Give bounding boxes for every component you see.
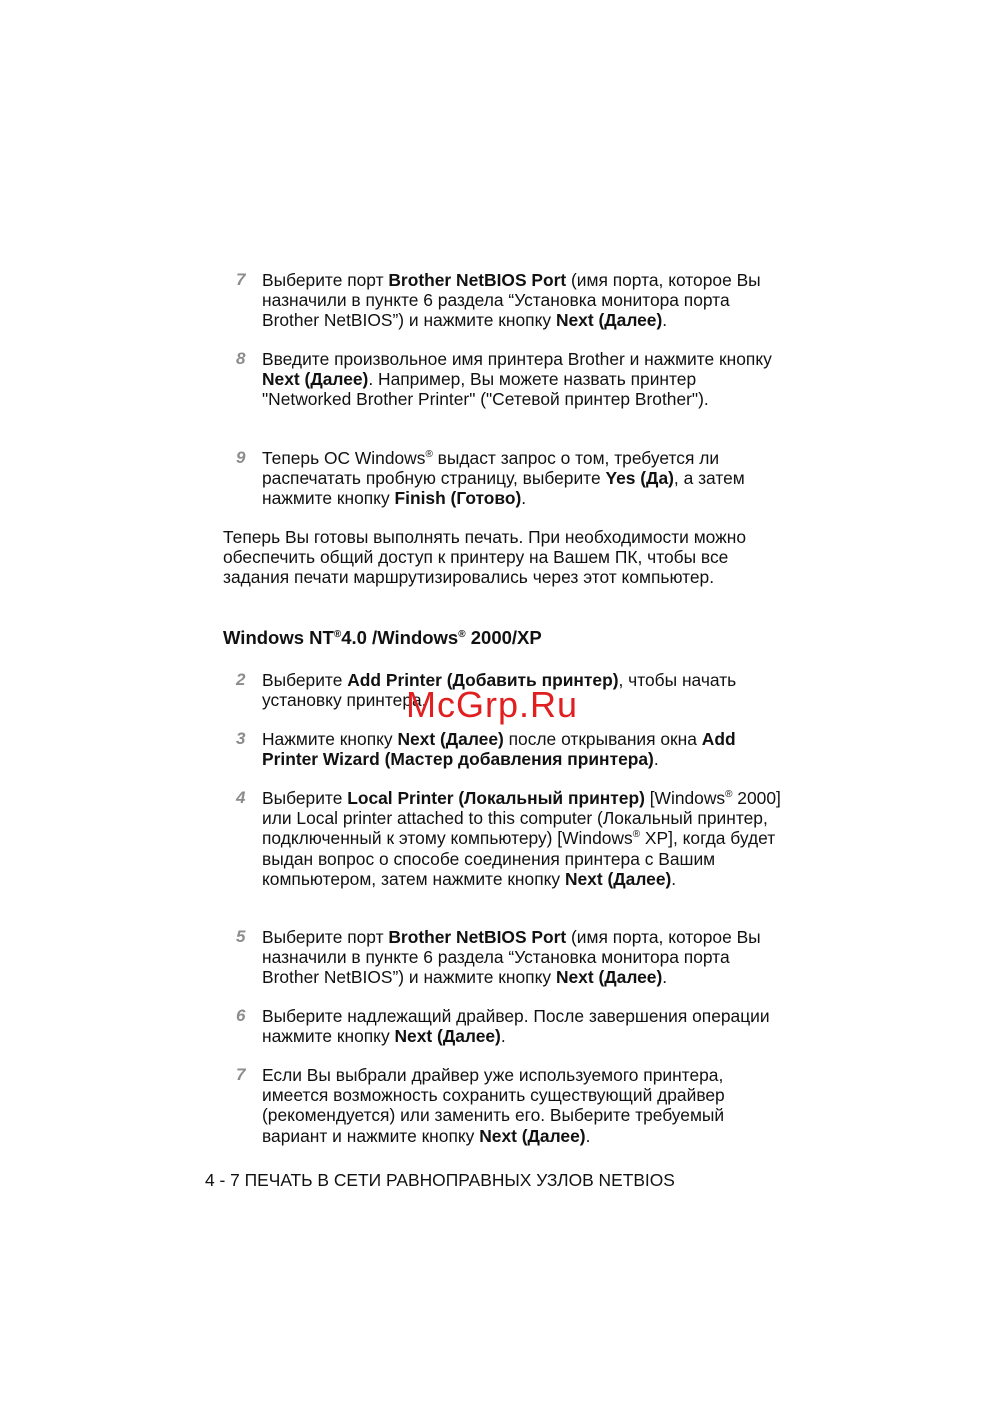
step-number: 9 bbox=[236, 448, 246, 467]
step-7-port: 7 Выберите порт Brother NetBIOS Port (имя порта, которое Вы назначили в пункте 6 раздела “Установка монитора порта Brother NetBIOS”) и нажмите кнопку Next (Далее). bbox=[236, 270, 761, 331]
page-footer: 4 - 7 ПЕЧАТЬ В СЕТИ РАВНОПРАВНЫХ УЗЛОВ NETBIOS bbox=[205, 1170, 675, 1190]
step-number: 8 bbox=[236, 349, 246, 368]
step-5-port: 5 Выберите порт Brother NetBIOS Port (имя порта, которое Вы назначили в пункте 6 раздела “Установка монитора порта Brother NetBIOS”) и нажмите кнопку Next (Далее). bbox=[236, 927, 761, 988]
step-8-name: 8 Введите произвольное имя принтера Brother и нажмите кнопку Next (Далее). Например, Вы можете назвать принтер "Networked Brother Printer" ("Сетевой принтер Brother"). bbox=[236, 349, 772, 410]
step-number: 2 bbox=[236, 670, 246, 689]
step-7-existing-driver: 7 Если Вы выбрали драйвер уже используемого принтера, имеется возможность сохранить существующий драйвер (рекомендуется) или заменить его. Выберите требуемый вариант и нажмите кнопку Next (Далее). bbox=[236, 1065, 725, 1146]
step-9-test-page: 9 Теперь ОС Windows® выдаст запрос о том, требуется ли распечатать пробную страницу, выберите Yes (Да), а затем нажмите кнопку Finish (Готово). bbox=[236, 448, 745, 509]
section-heading: Windows NT®4.0 /Windows® 2000/XP bbox=[223, 627, 542, 648]
ready-paragraph: Теперь Вы готовы выполнять печать. При необходимости можно обеспечить общий доступ к принтеру на Вашем ПК, чтобы все задания печати маршрутизировались через этот компьютер. bbox=[223, 527, 747, 588]
step-number: 7 bbox=[236, 1065, 246, 1084]
step-6-driver: 6 Выберите надлежащий драйвер. После завершения операции нажмите кнопку Next (Далее). bbox=[236, 1006, 770, 1047]
step-number: 4 bbox=[236, 788, 246, 807]
step-4-local-printer: 4 Выберите Local Printer (Локальный принтер) [Windows® 2000] или Local printer attached to this computer (Локальный принтер, подключенный к этому компьютеру) [Windows® XP], когда будет выдан вопрос о способе соединения принтера с Вашим компьютером, затем нажмите кнопку Next (Далее). bbox=[236, 788, 781, 889]
step-number: 5 bbox=[236, 927, 246, 946]
step-2-add-printer: 2 Выберите Add Printer (Добавить принтер), чтобы начать установку принтера. bbox=[236, 670, 737, 711]
step-3-wizard: 3 Нажмите кнопку Next (Далее) после открывания окна Add Printer Wizard (Мастер добавления принтера). bbox=[236, 729, 736, 770]
step-number: 6 bbox=[236, 1006, 246, 1025]
step-number: 7 bbox=[236, 270, 246, 289]
step-number: 3 bbox=[236, 729, 246, 748]
watermark: McGrp.Ru bbox=[406, 684, 579, 725]
